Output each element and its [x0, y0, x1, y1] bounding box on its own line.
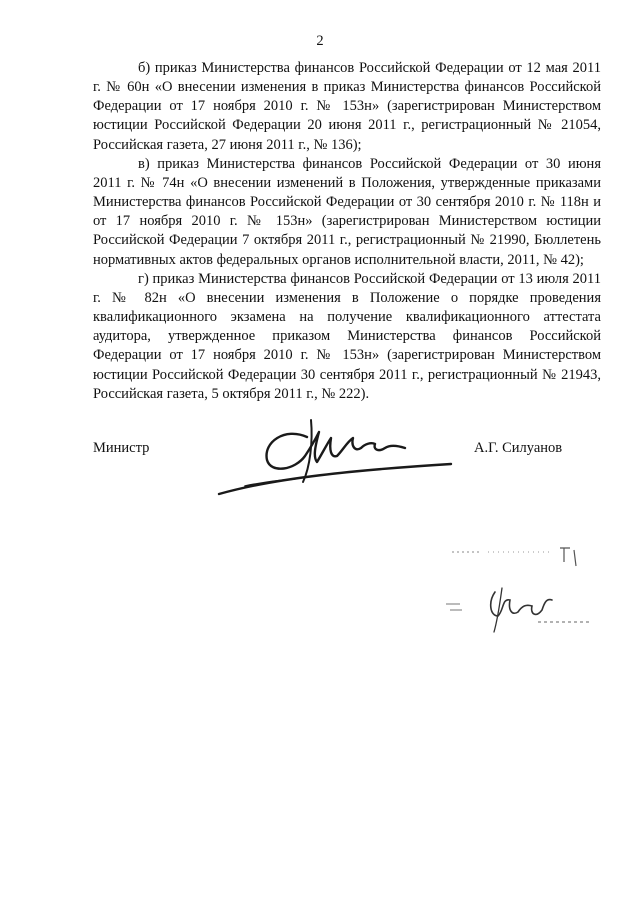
page-number: 2: [316, 33, 324, 49]
approval-marks: [440, 540, 600, 650]
paragraph-v: в) приказ Министерства финансов Российской Федерации от 30 июня 2011 г. № 74н «О внесении изменений в Положения, утвержденные приказами Министерства финансов Российской Федерации от 30 сентября 2010 г. № 118н и от 17 ноября 2010 г. № 153н» (зарегистрирован Министерством юстиции Российской Федерации 7 октября 2011 г., регистрационный № 21990, Бюллетень нормативных актов федеральных органов исполнительной власти, 2011, № 42);: [93, 155, 601, 268]
signatory-name: А.Г. Силуанов: [474, 440, 563, 456]
signatory-title: Министр: [93, 440, 150, 456]
paragraph-b: б) приказ Министерства финансов Российской Федерации от 12 мая 2011 г. № 60н «О внесении изменения в приказ Министерства финансов Российской Федерации от 17 ноября 2010 г. № 153н» (зарегистрирован Министерством юстиции Российской Федерации 20 июня 2011 г., регистрационный № 21054, Российская газета, 27 июня 2011 г., № 136);: [93, 60, 601, 153]
handwritten-signature: [215, 412, 455, 507]
paragraph-g: г) приказ Министерства финансов Российской Федерации от 13 июля 2011 г. № 82н «О внесении изменения в Положение о порядке проведения квалификационного экзамена на получение квалификационного аттестата аудитора, утвержденное приказом Министерства финансов Российской Федерации от 17 ноября 2010 г. № 153н» (зарегистрирован Министерством юстиции Российской Федерации 30 сентября 2011 г., регистрационный № 21943, Российская газета, 5 октября 2011 г., № 222).: [93, 270, 601, 402]
document-body: [93, 59, 601, 404]
